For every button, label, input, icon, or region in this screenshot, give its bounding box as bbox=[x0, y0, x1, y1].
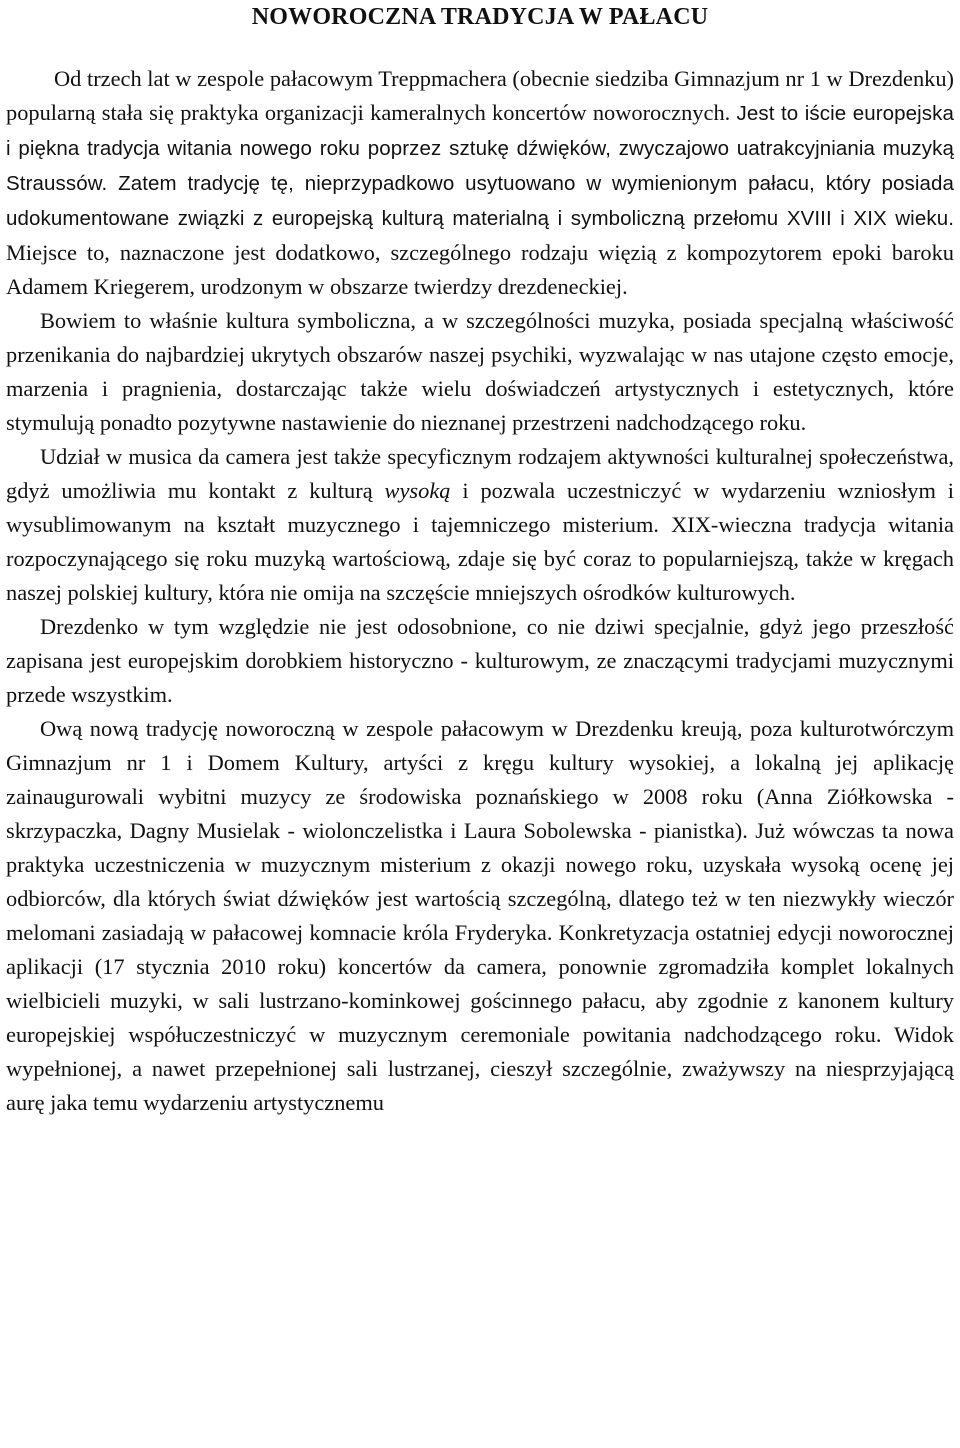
paragraph-new-tradition bbox=[6, 712, 954, 1120]
paragraph-musica-da-camera bbox=[6, 440, 954, 610]
paragraph-text: Udział w musica da camera jest także specyficznym rodzajem aktywności kulturalnej społeczeństwa, gdyż umożliwia mu kontakt z kulturą bbox=[6, 444, 954, 503]
article-body bbox=[6, 62, 954, 1120]
paragraph-text: i pozwala uczestniczyć w wydarzeniu wzniosłym i wysublimowanym na kształt muzycznego i tajemniczego misterium. XIX-wieczna tradycja witania rozpoczynającego się roku muzyką wartościową, zdaje się być coraz to popularniejszą, także w kręgach naszej polskiej kultury, która nie omija na szczęście mniejszych ośrodków kulturowych. bbox=[6, 478, 955, 605]
paragraph-symbolic-culture bbox=[6, 304, 954, 440]
paragraph-drezdenko bbox=[6, 610, 954, 712]
page-title: NOWOROCZNA TRADYCJA W PAŁACU bbox=[251, 4, 709, 30]
document-page bbox=[6, 0, 954, 1120]
paragraph-text: Ową nową tradycję noworoczną w zespole pałacowym w Drezdenku kreują, poza kulturotwórczym Gimnazjum nr 1 i Domem Kultury, artyści z kręgu kultury wysokiej, a lokalną jej aplikację zainaugurowali wybitni muzycy ze środowiska poznańskiego w 2008 roku (Anna Ziółkowska - skrzypaczka, Dagny Musielak - wiolonczelistka i Laura Sobolewska - pianistka). Już wówczas ta nowa praktyka uczestniczenia w muzycznym misterium z okazji nowego roku, uzyskała wysoką ocenę jej odbiorców, dla których świat dźwięków jest wartością szczególną, dlatego też w ten niezwykły wieczór melomani zasiadają w pałacowej komnacie króla Fryderyka. Konkretyzacja ostatniej edycji noworocznej aplikacji (17 stycznia 2010 roku) koncertów da camera, ponownie zgromadziła komplet lokalnych wielbicieli muzyki, w sali lustrzano-kominkowej gościnnego pałacu, aby zgodnie z kanonem kultury europejskiej współuczestniczyć w muzycznym ceremoniale powitania nadchodzącego roku. Widok wypełnionej, a nawet przepełnionej sali lustrzanej, cieszył szczególnie, zważywszy na niesprzyjającą aurę jaka temu wydarzeniu artystycznemu bbox=[6, 716, 954, 1115]
paragraph-italic-word: wysoką bbox=[384, 478, 451, 503]
paragraph-intro bbox=[6, 62, 954, 304]
paragraph-text: Bowiem to właśnie kultura symboliczna, a w szczególności muzyka, posiada specjalną właściwość przenikania do najbardziej ukrytych obszarów naszej psychiki, wyzwalając w nas utajone często emocje, marzenia i pragnienia, dostarczając także wielu doświadczeń artystycznych i estetycznych, które stymulują ponadto pozytywne nastawienie do nieznanej przestrzeni nadchodzącego roku. bbox=[6, 308, 954, 435]
paragraph-text: Drezdenko w tym względzie nie jest odosobnione, co nie dziwi specjalnie, gdyż jego przeszłość zapisana jest europejskim dorobkiem historyczno - kulturowym, ze znaczącymi tradycjami muzycznymi przede wszystkim. bbox=[6, 614, 954, 707]
intro-text-serif-tail: Miejsce to, naznaczone jest dodatkowo, szczególnego rodzaju więzią z kompozytorem epoki baroku Adamem Kriegerem, urodzonym w obszarze twierdzy drezdeneckiej. bbox=[6, 240, 954, 299]
intro-text-serif: Od trzech lat w zespole pałacowym Treppmachera (obecnie siedziba Gimnazjum nr 1 w Drezdenku) popularną stała się praktyka organizacji kameralnych koncertów noworocznych. bbox=[6, 66, 954, 125]
intro-text-sans: Jest to iście europejska i piękna tradycja witania nowego roku poprzez sztukę dźwięków, zwyczajowo uatrakcyjniania muzyką Straussów. Zatem tradycję tę, nieprzypadkowo usytuowano w wymienionym pałacu, który posiada udokumentowane związki z europejską kulturą materialną i symboliczną przełomu XVIII i XIX wieku. bbox=[6, 102, 955, 230]
